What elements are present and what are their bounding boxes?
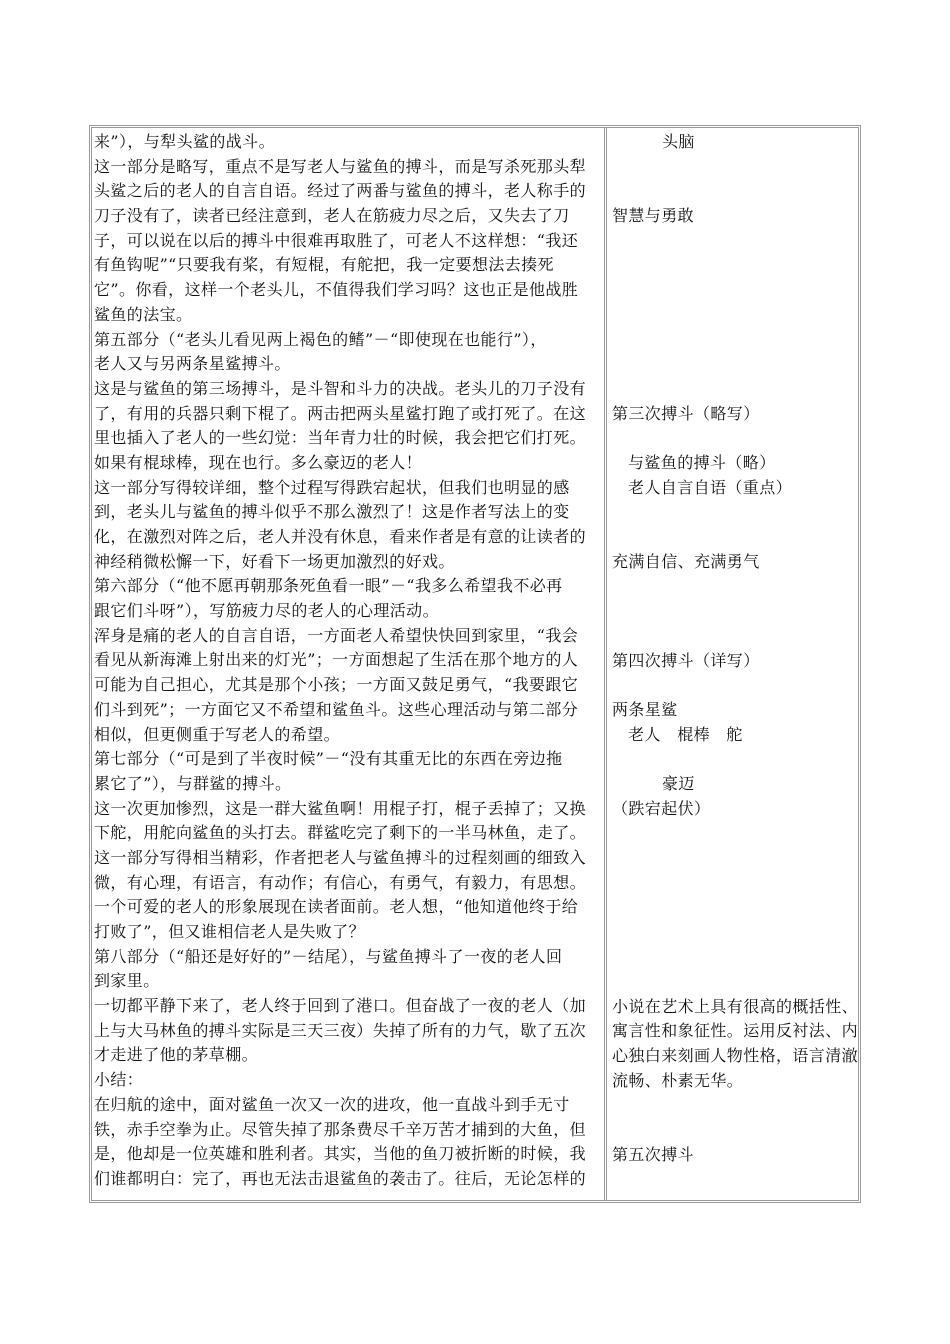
text-line: 下舵，用舵向鲨鱼的头打去。群鲨吃完了剩下的一半马林鱼，走了。 (94, 823, 587, 843)
text-line: 神经稍微松懈一下，好看下一场更加激烈的好戏。 (94, 551, 455, 571)
text-line: 们谁都明白：完了，再也无法击退鲨鱼的袭击了。往后，无论怎样的 (94, 1168, 587, 1188)
margin-note: 心独白来刻画人物性格，语言清澈 (612, 1045, 859, 1065)
text-line: 如果有棍球棒，现在也行。多么豪迈的老人！ (94, 452, 423, 472)
text-line: 在归航的途中，面对鲨鱼一次又一次的进攻，他一直战斗到手无寸 (94, 1094, 570, 1114)
margin-note: 两条星鲨 (612, 700, 678, 720)
margin-note: 充满自信、充满勇气 (612, 551, 760, 571)
text-line: 来”），与犁头鲨的战斗。 (94, 132, 275, 151)
margin-note: 第五次搏斗 (612, 1144, 695, 1164)
margin-note: 小说在艺术上具有很高的概括性、 (612, 996, 859, 1016)
text-line: 这一次更加惨烈，这是一群大鲨鱼啊！用棍子打，棍子丢掉了；又换 (94, 798, 587, 818)
text-line: 这一部分写得较详细，整个过程写得跌宕起状，但我们也明显的感 (94, 477, 570, 497)
text-line: 微，有心理，有语言，有动作；有信心，有勇气，有毅力，有思想。 (94, 872, 587, 892)
text-line: 才走进了他的茅草棚。 (94, 1045, 259, 1065)
text-line: 一个可爱的老人的形象展现在读者面前。老人想，“他知道他终于给 (94, 897, 579, 917)
text-line: 子，可以说在以后的搏斗中很难再取胜了，可老人不这样想：“我还 (94, 230, 579, 250)
text-line: 这一部分写得相当精彩，作者把老人与鲨鱼搏斗的过程刻画的细致入 (94, 847, 587, 867)
text-line: 里也插入了老人的一些幻觉：当年青力壮的时候，我会把它们打死。 (94, 428, 587, 448)
text-line: 相似，但更侧重于写老人的希望。 (94, 724, 341, 744)
text-line: 这是与鲨鱼的第三场搏斗，是斗智和斗力的决战。老头儿的刀子没有 (94, 378, 587, 398)
text-line: 老人又与另两条星鲨搏斗。 (94, 354, 291, 374)
margin-note: （跌宕起伏） (612, 798, 711, 818)
text-line: 铁，赤手空拳为止。尽管失掉了那条费尽千辛万苦才捕到的大鱼，但 (94, 1119, 587, 1139)
text-line: 们斗到死”；一方面它又不希望和鲨鱼斗。这些心理活动与第二部分 (94, 699, 579, 719)
text-line: 看见从新海滩上射出来的灯光”；一方面想起了生活在那个地方的人 (94, 650, 579, 670)
text-line: 打败了”，但又谁相信老人是失败了？ (94, 922, 365, 941)
margin-note: 智慧与勇敢 (612, 206, 695, 226)
text-line: 第五部分（“老头儿看见两上褐色的鳍”－“即使现在也能行”）， (94, 329, 547, 349)
text-line: 到家里。 (94, 971, 160, 991)
text-line: 头鲨之后的老人的自言自语。经过了两番与鲨鱼的搏斗，老人称手的 (94, 181, 587, 201)
text-line: 跟它们斗呀”），写筋疲力尽的老人的心理活动。 (94, 601, 439, 621)
margin-note: 与鲨鱼的搏斗（略） (628, 453, 776, 473)
column-divider (604, 128, 607, 1200)
text-line: 一切都平静下来了，老人终于回到了港口。但奋战了一夜的老人（加 (94, 996, 587, 1016)
text-line: 小结： (94, 1070, 144, 1090)
margin-note: 老人自言自语（重点） (628, 477, 793, 497)
margin-note: 豪迈 (662, 774, 695, 794)
margin-note: 头脑 (662, 132, 695, 151)
text-line: 第七部分（“可是到了半夜时候”－“没有其重无比的东西在旁边拖 (94, 749, 563, 769)
text-line: 第八部分（“船还是好好的”－结尾），与鲨鱼搏斗了一夜的老人回 (94, 946, 563, 966)
text-line: 到，老头儿与鲨鱼的搏斗似乎不那么激烈了！这是作者写法上的变 (94, 502, 570, 522)
text-line: 化，在激烈对阵之后，老人并没有休息，看来作者是有意的让读者的 (94, 527, 587, 546)
notes-column (612, 130, 860, 1198)
text-line: 累它了”），与群鲨的搏斗。 (94, 773, 292, 793)
margin-note: 寓言性和象征性。运用反衬法、内 (612, 1021, 859, 1041)
margin-note: 第三次搏斗（略写） (612, 403, 760, 423)
text-line: 这一部分是略写，重点不是写老人与鲨鱼的搏斗，而是写杀死那头犁 (94, 156, 587, 176)
content-table (89, 125, 861, 1203)
text-line: 是，他却是一位英雄和胜利者。其实，当他的鱼刀被折断的时候，我 (94, 1144, 587, 1164)
analysis-text-column (94, 130, 602, 1198)
text-line: 鲨鱼的法宝。 (94, 304, 193, 324)
text-line: 刀子没有了，读者已经注意到，老人在筋疲力尽之后，又失去了刀 (94, 206, 570, 226)
text-line: 有鱼钩呢”“只要我有桨，有短棍，有舵把，我一定要想法去揍死 (94, 255, 554, 275)
margin-note: 第四次搏斗（详写） (612, 650, 760, 670)
text-line: 第六部分（“他不愿再朝那条死鱼看一眼”－“我多么希望我不必再 (94, 576, 563, 596)
margin-note: 老人 棍棒 舵 (628, 724, 743, 744)
text-line: 它”。你看，这样一个老头儿，不值得我们学习吗？这也正是他战胜 (94, 280, 579, 300)
margin-note: 流畅、朴素无华。 (612, 1070, 744, 1090)
text-line: 可能为自己担心，尤其是那个小孩；一方面又鼓足勇气，“我要跟它 (94, 675, 579, 695)
text-line: 浑身是痛的老人的自言自语，一方面老人希望快快回到家里，“我会 (94, 625, 579, 645)
text-line: 上与大马林鱼的搏斗实际是三天三夜）失掉了所有的力气，歇了五次 (94, 1020, 587, 1040)
text-line: 了，有用的兵器只剩下棍了。两击把两头星鲨打跑了或打死了。在这 (94, 403, 587, 423)
